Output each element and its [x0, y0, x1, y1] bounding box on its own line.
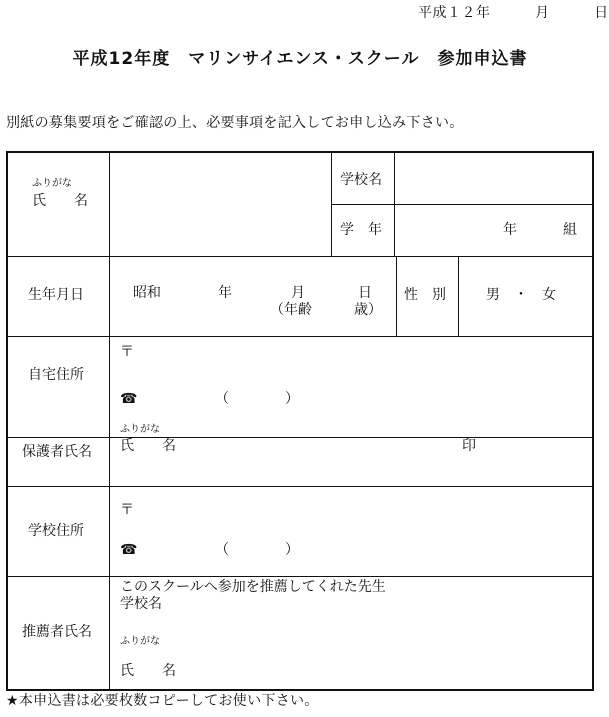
school-grade-divider — [331, 204, 592, 205]
school-label-left-divider — [331, 153, 332, 256]
label-column-divider — [109, 153, 110, 689]
birth-date-label: 生年月日 — [28, 287, 84, 303]
row-divider-name-bottom — [8, 256, 592, 257]
instruction-text: 別紙の募集要項をご確認の上、必要事項を記入してお申し込み下さい。 — [6, 115, 464, 131]
date-month-spacer — [495, 5, 530, 21]
name-furigana: ふりがな — [32, 178, 72, 189]
age-field: （年齢 歳） — [270, 302, 382, 318]
school-postal-mark: 〒 — [120, 502, 134, 518]
school-label-right-divider — [394, 153, 395, 256]
row-divider-birth-bottom — [8, 336, 592, 337]
date-line — [418, 6, 609, 20]
home-postal-mark: 〒 — [120, 344, 134, 360]
date-month: 月 — [535, 5, 550, 21]
grade-year: 年 — [503, 222, 517, 238]
guardian-furigana: ふりがな — [120, 424, 160, 435]
birth-year: 年 — [218, 285, 232, 301]
telephone-icon: ☎ — [120, 542, 138, 558]
birth-era: 昭和 — [133, 285, 161, 301]
guardian-name-label: 氏 名 — [120, 438, 176, 454]
date-day-spacer — [555, 5, 590, 21]
school-phone-paren: （ ） — [215, 542, 299, 558]
recommender-label: 推薦者氏名 — [22, 624, 92, 640]
recommender-school-name-label: 学校名 — [120, 596, 162, 612]
row-divider-school-bottom — [8, 576, 592, 577]
gender-label-right-divider — [458, 256, 459, 336]
gender-options: 男 ・ 女 — [486, 287, 556, 303]
name-label: 氏 名 — [32, 193, 88, 209]
recommender-description: このスクールへ参加を推薦してくれた先生 — [120, 579, 386, 595]
home-phone-paren: （ ） — [215, 391, 299, 407]
application-form-table — [6, 151, 594, 691]
recommender-furigana: ふりがな — [120, 636, 160, 647]
home-address-label: 自宅住所 — [28, 367, 84, 383]
guardian-label: 保護者氏名 — [22, 444, 92, 460]
school-address-label: 学校住所 — [28, 523, 84, 539]
gender-label: 性 別 — [404, 287, 446, 303]
footnote: ★本申込書は必要枚数コピーしてお使い下さい。 — [6, 693, 319, 709]
telephone-icon: ☎ — [120, 391, 138, 407]
date-day: 日 — [594, 5, 609, 21]
guardian-seal: 印 — [462, 438, 476, 454]
recommender-name-label: 氏 名 — [120, 663, 176, 679]
birth-month: 月 — [291, 285, 305, 301]
row-divider-home-bottom — [8, 437, 592, 438]
form-title: 平成12年度 マリンサイエンス・スクール 参加申込書 — [72, 49, 528, 69]
birth-day: 日 — [358, 285, 372, 301]
grade-label: 学 年 — [340, 222, 382, 238]
grade-class: 組 — [563, 222, 577, 238]
date-era: 平成１２年 — [418, 5, 491, 21]
row-divider-guardian-bottom — [8, 486, 592, 487]
school-name-label: 学校名 — [340, 172, 382, 188]
gender-label-left-divider — [396, 256, 397, 336]
